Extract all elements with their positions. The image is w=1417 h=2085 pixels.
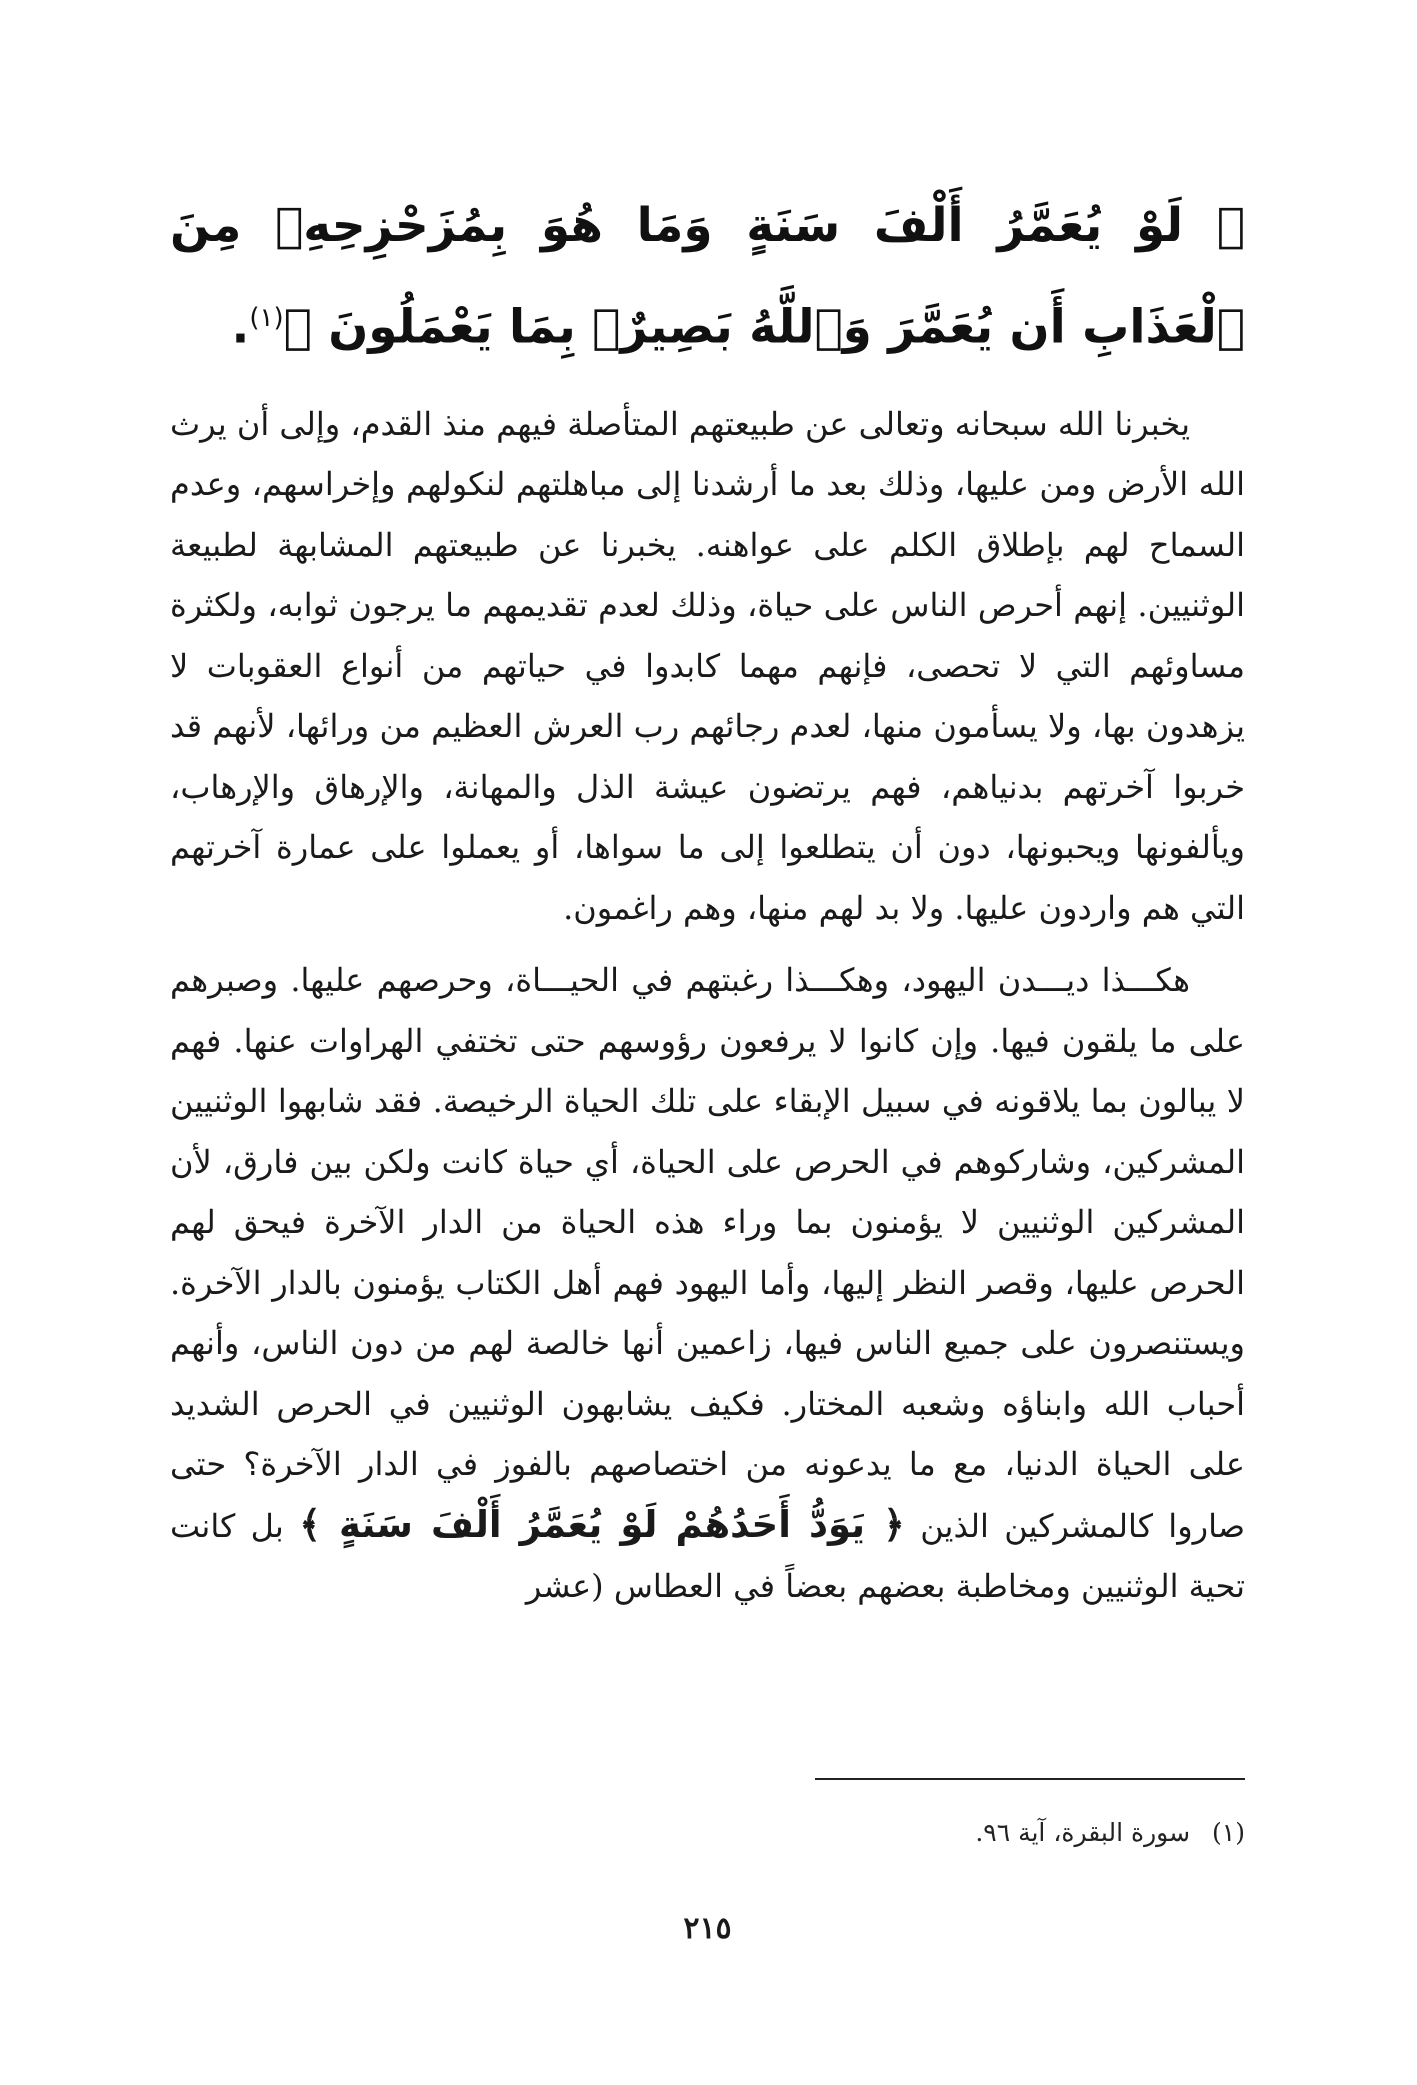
verse-text: ﴿ لَوْ يُعَمَّرُ أَلْفَ سَنَةٍ وَمَا هُوَ بِمُزَحْزِحِهِۦ مِنَ ٱلْعَذَابِ أَن يُعَمَّرَ وَٱللَّهُ بَصِيرٌۢ بِمَا يَعْمَلُونَ ﴾ [170,198,1245,355]
book-page [170,180,1245,2040]
footnote [975,1813,1245,1853]
paragraph-2 [170,950,1245,1617]
footnote-text: سورة البقرة، آية ٩٦. [975,1818,1191,1847]
footnote-number: (١) [1212,1818,1245,1847]
paragraph-1: يخبرنا الله سبحانه وتعالى عن طبيعتهم المتأصلة فيهم منذ القدم، وإلى أن يرث الله الأرض ومن عليها، وذلك بعد ما أرشدنا إلى مباهلتهم لنكولهم وإخراسهم، وعدم السماح لهم بإطلاق الكلم على عواهنه. يخبرنا عن طبيعتهم المشابهة لطبيعة الوثنيين. إنهم أحرص الناس على حياة، وذلك لعدم تقديمهم ما يرجون ثوابه، ولكثرة مساوئهم التي لا تحصى، فإنهم مهما كابدوا في حياتهم من أنواع العقوبات لا يزهدون بها، ولا يسأمون منها، لعدم رجائهم رب العرش العظيم من ورائها، لأنهم قد خربوا آخرتهم بدنياهم، فهم يرتضون عيشة الذل والمهانة، والإرهاق والإرهاب، ويألفونها ويحبونها، دون أن يتطلعوا إلى ما سواها، أو يعملوا على عمارة آخرتهم التي هم واردون عليها. ولا بد لهم منها، وهم راغمون. [170,404,1246,927]
paragraph-2-continuation: بل كانت تحية الوثنيين ومخاطبة بعضهم بعضاً في العطاس (عشر [170,1506,1245,1606]
paragraph-2-text: هكـــذا ديـــدن اليهود، وهكـــذا رغبتهم في الحيـــاة، وحرصهم عليها. وصبرهم على ما يلقون فيها. وإن كانوا لا يرفعون رؤوسهم حتى تختفي الهراوات عنها. فهم لا يبالون بما يلاقونه في سبيل الإبقاء على تلك الحياة الرخيصة. فقد شابهوا الوثنيين المشركين، وشاركوهم في الحرص على الحياة، أي حياة كانت ولكن بين فارق، لأن المشركين الوثنيين لا يؤمنون بما وراء هذه الحياة من الدار الآخرة فيحق لهم الحرص عليها، وقصر النظر إليها، وأما اليهود فهم أهل الكتاب يؤمنون بالدار الآخرة. ويستنصرون على جميع الناس فيها، زاعمين أنها خالصة لهم من دون الناس، وأنهم أحباب الله وابناؤه وشعبه المختار. فكيف يشابهون الوثنيين في الحرص الشديد على الحياة الدنيا، مع ما يدعونه من اختصاصهم بالفوز في الدار الآخرة؟ حتى صاروا كالمشركين الذين [170,961,1246,1545]
footnote-divider [815,1778,1245,1780]
verse-end: . [231,299,250,355]
inline-quran-quote: ﴿ يَوَدُّ أَحَدُهُمْ لَوْ يُعَمَّرُ أَلْفَ سَنَةٍ ﴾ [299,1502,905,1546]
verse-footnote-marker: (١) [249,303,284,333]
page-number: ٢١٥ [683,1911,732,1946]
quran-verse [170,180,1245,374]
